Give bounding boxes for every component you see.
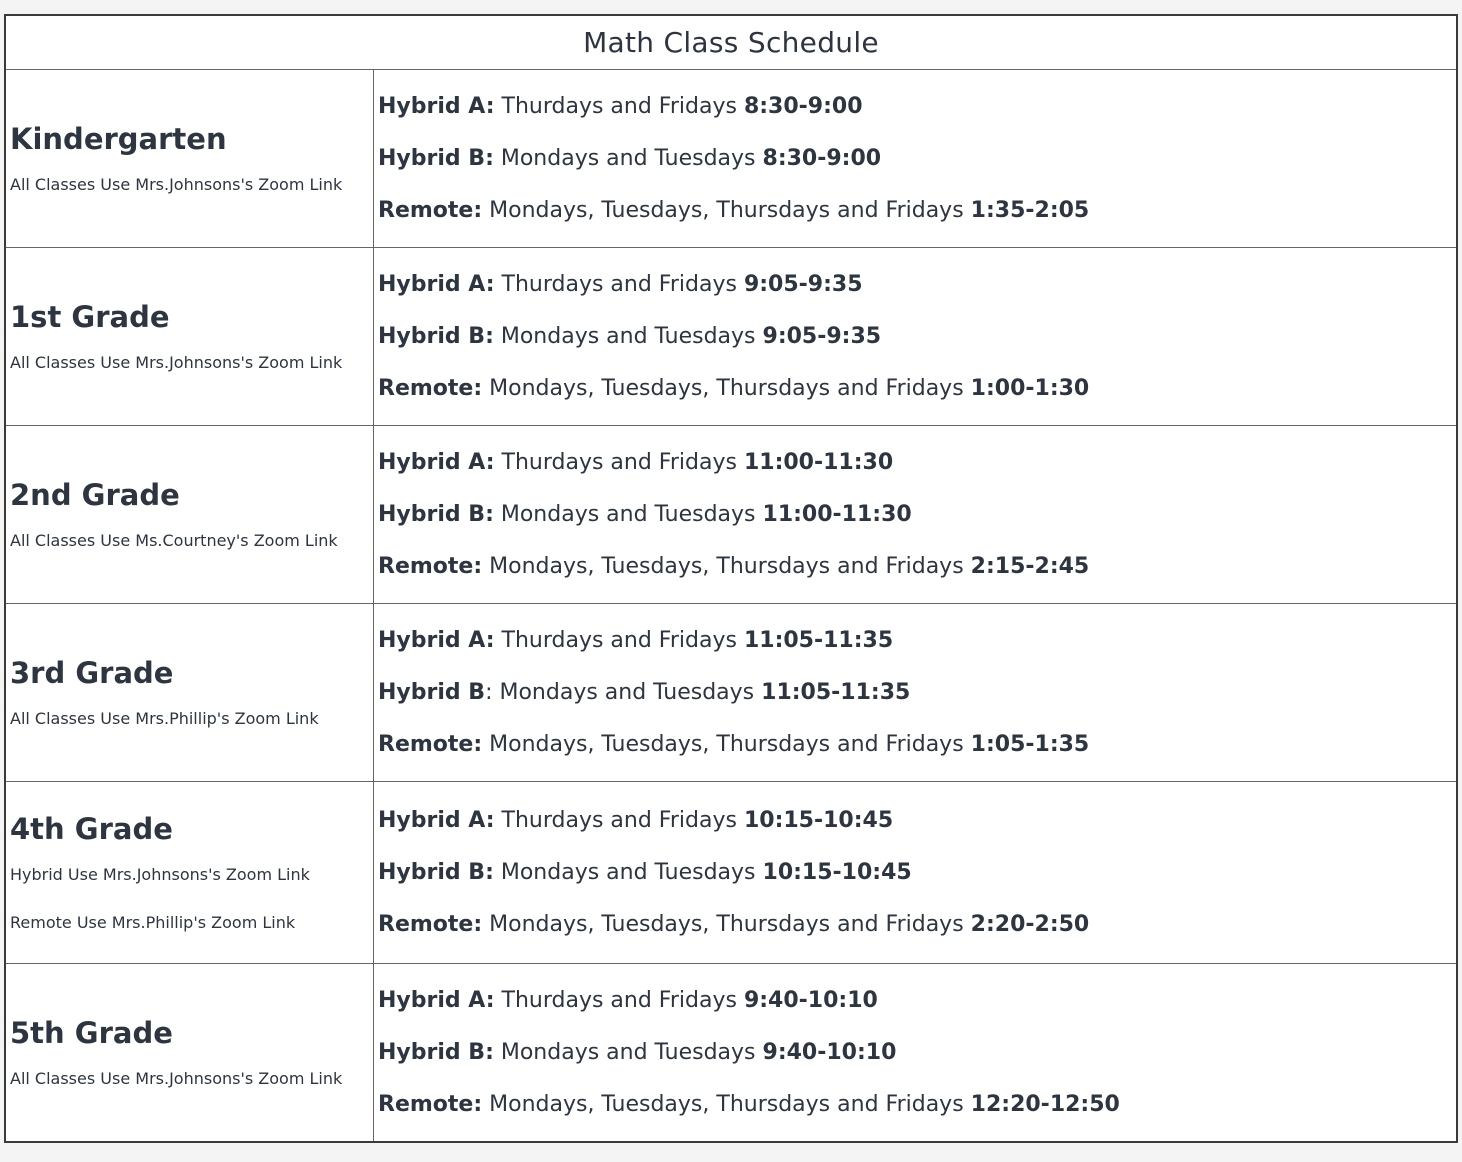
- zoom-link-note: All Classes Use Mrs.Phillip's Zoom Link: [10, 708, 319, 728]
- schedule-cell: [374, 964, 1456, 1141]
- session-label: Hybrid A:: [378, 987, 495, 1013]
- session-time: 9:05-9:35: [743, 271, 863, 297]
- session-label: Remote:: [378, 1091, 483, 1117]
- grade-cell: [6, 70, 374, 247]
- session-days: Mondays, Tuesdays, Thursdays and Fridays: [482, 1091, 971, 1117]
- schedule-line: [378, 93, 1456, 121]
- session-days: Thurdays and Fridays: [494, 93, 744, 119]
- session-time: 1:00-1:30: [970, 375, 1090, 401]
- session-label: Remote:: [378, 911, 483, 937]
- page-title: Math Class Schedule: [583, 26, 879, 59]
- zoom-link-note: All Classes Use Ms.Courtney's Zoom Link: [10, 530, 338, 550]
- session-days: Mondays and Tuesdays: [493, 323, 763, 349]
- grade-row-kindergarten: [6, 70, 1456, 248]
- schedule-cell: [374, 782, 1456, 963]
- zoom-link-note: All Classes Use Mrs.Johnsons's Zoom Link: [10, 1068, 343, 1088]
- session-days: Mondays, Tuesdays, Thursdays and Fridays: [482, 375, 971, 401]
- grade-name: Kindergarten: [10, 121, 227, 156]
- session-time: 8:30-9:00: [743, 93, 863, 119]
- grade-cell: [6, 604, 374, 781]
- session-time: 11:05-11:35: [761, 679, 911, 705]
- session-time: 2:15-2:45: [970, 553, 1090, 579]
- schedule-line: [378, 911, 1456, 939]
- schedule-line: [378, 731, 1456, 759]
- schedule-line: [378, 553, 1456, 581]
- grade-cell: [6, 426, 374, 603]
- schedule-line: [378, 145, 1456, 173]
- schedule-line: [378, 627, 1456, 655]
- session-time: 1:05-1:35: [970, 731, 1090, 757]
- session-time: 1:35-2:05: [970, 197, 1090, 223]
- session-days: Thurdays and Fridays: [494, 449, 744, 475]
- schedule-line: [378, 807, 1456, 835]
- grade-row-4th-grade: [6, 782, 1456, 964]
- grade-row-5th-grade: [6, 964, 1456, 1141]
- session-days: Mondays and Tuesdays: [493, 1039, 763, 1065]
- session-time: 10:15-10:45: [762, 859, 912, 885]
- schedule-line: [378, 1091, 1456, 1119]
- session-time: 9:05-9:35: [762, 323, 882, 349]
- session-time: 11:00-11:30: [743, 449, 894, 475]
- session-days: Thurdays and Fridays: [494, 271, 744, 297]
- session-days: : Mondays and Tuesdays: [485, 679, 762, 705]
- session-days: Mondays and Tuesdays: [493, 145, 763, 171]
- zoom-link-note: Hybrid Use Mrs.Johnsons's Zoom Link: [10, 864, 310, 884]
- schedule-table: [4, 14, 1458, 1143]
- grade-name: 2nd Grade: [10, 477, 180, 512]
- schedule-line: [378, 197, 1456, 225]
- schedule-line: [378, 449, 1456, 477]
- session-label: Hybrid A:: [378, 449, 495, 475]
- schedule-line: [378, 679, 1456, 707]
- session-label: Remote:: [378, 553, 483, 579]
- zoom-link-note: All Classes Use Mrs.Johnsons's Zoom Link: [10, 174, 343, 194]
- grade-name: 1st Grade: [10, 299, 170, 334]
- session-label: Hybrid A:: [378, 627, 495, 653]
- grade-row-2nd-grade: [6, 426, 1456, 604]
- session-label: Hybrid A:: [378, 93, 495, 119]
- schedule-line: [378, 987, 1456, 1015]
- session-days: Thurdays and Fridays: [494, 987, 744, 1013]
- session-days: Mondays, Tuesdays, Thursdays and Fridays: [482, 731, 971, 757]
- session-time: 10:15-10:45: [743, 807, 894, 833]
- session-days: Mondays, Tuesdays, Thursdays and Fridays: [482, 911, 971, 937]
- schedule-cell: [374, 70, 1456, 247]
- session-time: 11:05-11:35: [743, 627, 894, 653]
- grade-name: 5th Grade: [10, 1015, 173, 1050]
- session-time: 11:00-11:30: [762, 501, 912, 527]
- grade-name: 4th Grade: [10, 811, 173, 846]
- schedule-cell: [374, 426, 1456, 603]
- schedule-line: [378, 501, 1456, 529]
- title-row: [6, 16, 1456, 70]
- session-time: 8:30-9:00: [762, 145, 882, 171]
- session-days: Thurdays and Fridays: [494, 807, 744, 833]
- session-time: 12:20-12:50: [970, 1091, 1120, 1117]
- schedule-line: [378, 271, 1456, 299]
- session-label: Hybrid A:: [378, 271, 495, 297]
- session-label: Hybrid B:: [378, 323, 494, 349]
- grade-name: 3rd Grade: [10, 655, 174, 690]
- grade-cell: [6, 248, 374, 425]
- session-label: Hybrid B:: [378, 859, 494, 885]
- schedule-line: [378, 323, 1456, 351]
- session-label: Hybrid B:: [378, 1039, 494, 1065]
- session-label: Hybrid B:: [378, 145, 494, 171]
- session-label: Remote:: [378, 375, 483, 401]
- session-time: 9:40-10:10: [743, 987, 878, 1013]
- zoom-link-note: Remote Use Mrs.Phillip's Zoom Link: [10, 912, 296, 932]
- schedule-line: [378, 375, 1456, 403]
- schedule-line: [378, 859, 1456, 887]
- session-label: Remote:: [378, 197, 483, 223]
- session-days: Thurdays and Fridays: [494, 627, 744, 653]
- grade-row-1st-grade: [6, 248, 1456, 426]
- session-label: Remote:: [378, 731, 483, 757]
- session-days: Mondays, Tuesdays, Thursdays and Fridays: [482, 197, 971, 223]
- grade-rows: [6, 70, 1456, 1141]
- session-days: Mondays and Tuesdays: [493, 859, 763, 885]
- grade-row-3rd-grade: [6, 604, 1456, 782]
- session-time: 2:20-2:50: [970, 911, 1090, 937]
- session-label: Hybrid B:: [378, 501, 494, 527]
- session-label: Hybrid A:: [378, 807, 495, 833]
- schedule-cell: [374, 604, 1456, 781]
- session-time: 9:40-10:10: [762, 1039, 897, 1065]
- session-days: Mondays and Tuesdays: [493, 501, 763, 527]
- session-label: Hybrid B: [378, 679, 486, 705]
- session-days: Mondays, Tuesdays, Thursdays and Fridays: [482, 553, 971, 579]
- grade-cell: [6, 964, 374, 1141]
- zoom-link-note: All Classes Use Mrs.Johnsons's Zoom Link: [10, 352, 343, 372]
- schedule-cell: [374, 248, 1456, 425]
- schedule-line: [378, 1039, 1456, 1067]
- grade-cell: [6, 782, 374, 963]
